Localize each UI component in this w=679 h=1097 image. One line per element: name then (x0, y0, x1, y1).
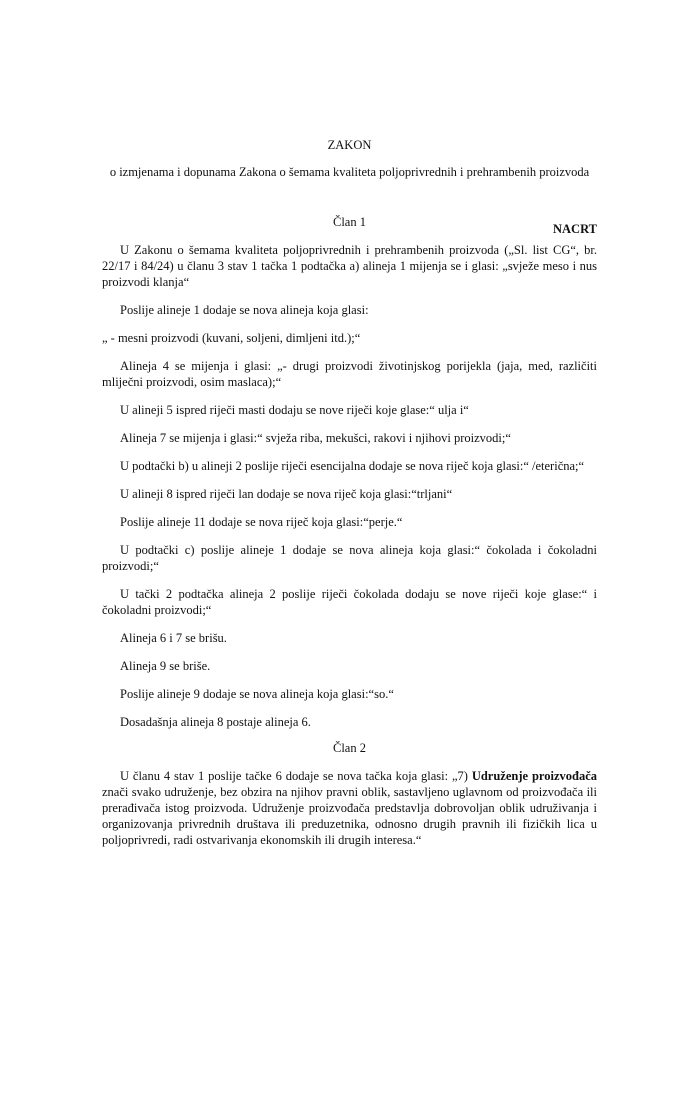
article-1-paragraph: Dosadašnja alineja 8 postaje alineja 6. (120, 715, 311, 729)
article-1-heading: Član 1 (333, 215, 366, 229)
article-2-paragraph (102, 768, 597, 848)
document-page (0, 137, 679, 1097)
article-1-paragraph: Poslije alineje 1 dodaje se nova alineja koja glasi: (120, 303, 369, 317)
article-1-paragraph: U alineji 8 ispred riječi lan dodaje se nova riječ koja glasi:“trljani“ (120, 487, 453, 501)
article-1-paragraph: Poslije alineje 11 dodaje se nova riječ koja glasi:“perje.“ (120, 515, 403, 529)
article-1-paragraph: Alineja 7 se mijenja i glasi:“ svježa riba, mekušci, rakovi i njihovi proizvodi;“ (120, 431, 511, 445)
article-1-paragraph: U podtački c) poslije alineje 1 dodaje se nova alineja koja glasi:“ čokolada i čokoladni proizvodi;“ (102, 543, 597, 573)
draft-stamp: NACRT (552, 222, 597, 236)
article-1-paragraph: U podtački b) u alineji 2 poslije riječi esencijalna dodaje se nova riječ koja glasi:“ /eterična;“ (120, 459, 585, 473)
law-subtitle: o izmjenama i dopunama Zakona o šemama kvaliteta poljoprivrednih i prehrambenih proizvoda (109, 165, 590, 179)
article-1-paragraph: „ - mesni proizvodi (kuvani, soljeni, dimljeni itd.);“ (102, 331, 361, 345)
law-title: ZAKON (327, 138, 372, 152)
article-2-heading: Član 2 (333, 741, 366, 755)
article-2-text-start: U članu 4 stav 1 poslije tačke 6 dodaje se nova tačka koja glasi: „7) (120, 769, 472, 783)
article-1-paragraph: U tački 2 podtačka alineja 2 poslije riječi čokolada dodaju se nove riječi koje glase:“ i čokoladni proizvodi;“ (102, 587, 597, 617)
article-1-paragraph: Alineja 6 i 7 se brišu. (120, 631, 227, 645)
article-1-paragraph: Alineja 9 se briše. (120, 659, 211, 673)
article-1-paragraph: Alineja 4 se mijenja i glasi: „- drugi proizvodi životinjskog porijekla (jaja, med, različiti mliječni proizvodi, osim maslaca);“ (102, 359, 597, 389)
article-1-paragraph: U Zakonu o šemama kvaliteta poljoprivrednih i prehrambenih proizvoda („Sl. list CG“, br. 22/17 i 84/24) u članu 3 stav 1 tačka 1 podtačka a) alineja 1 mijenja se i glasi: „svježe meso i nus proizvodi klanja“ (102, 243, 597, 289)
article-1-paragraph: Poslije alineje 9 dodaje se nova alineja koja glasi:“so.“ (120, 687, 394, 701)
article-2-text-rest: znači svako udruženje, bez obzira na njihov pravni oblik, sastavljeno uglavnom od proizvođača ili prerađivača istog proizvoda. Udruženje proizvođača predstavlja dobrovoljan oblik udruživanja i organizovanja privrednih društava ili preduzetnika, odnosno drugih pravnih ili fizičkih lica u poljoprivredi, radi ostvarivanja ekonomskih ili drugih interesa.“ (102, 785, 597, 847)
article-1-paragraph: U alineji 5 ispred riječi masti dodaju se nove riječi koje glase:“ ulja i“ (120, 403, 469, 417)
defined-term: Udruženje proizvođača (471, 769, 597, 783)
